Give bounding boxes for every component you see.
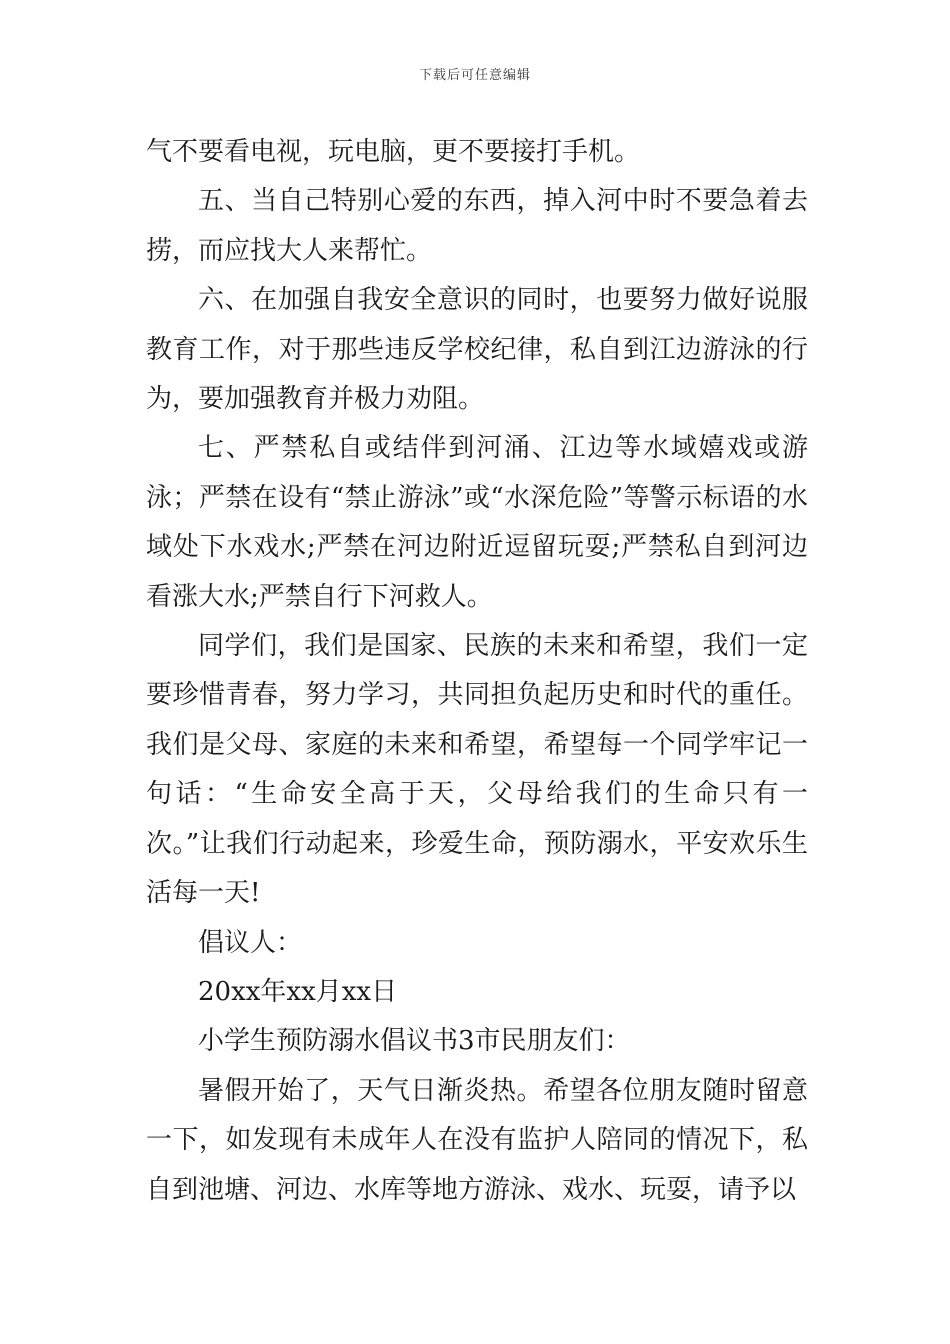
paragraph-item-seven: 七、严禁私自或结伴到河涌、江边等水域嬉戏或游泳；严禁在设有“禁止游泳”或“水深危险”等警示标语的水域处下水戏水;严禁在河边附近逗留玩耍;严禁私自到河边看涨大水;严禁自行下河救人。: [146, 433, 808, 612]
signature-date: 20xx年xx月xx日: [198, 976, 398, 1007]
paragraph-summer-warning: 暑假开始了，天气日渐炎热。希望各位朋友随时留意一下，如发现有未成年人在没有监护人陪同的情况下，私自到池塘、河边、水库等地方游泳、戏水、玩耍，请予以: [146, 1075, 808, 1205]
page-header: 下载后可任意编辑: [418, 68, 531, 83]
document-body: [146, 128, 808, 1215]
paragraph-closing-appeal: 同学们，我们是国家、民族的未来和希望，我们一定要珍惜青春，努力学习，共同担负起历史和时代的重任。我们是父母、家庭的未来和希望，希望每一个同学牢记一句话：“生命安全高于天，父母给我们的生命只有一次。”让我们行动起来，珍爱生命，预防溺水，平安欢乐生活每一天!: [146, 631, 808, 909]
section-title-proposal-3: 小学生预防溺水倡议书3市民朋友们：: [198, 1026, 631, 1057]
paragraph-item-five: 五、当自己特别心爱的东西，掉入河中时不要急着去捞，而应找大人来帮忙。: [146, 186, 808, 266]
paragraph-continuation: 气不要看电视，玩电脑，更不要接打手机。: [146, 137, 641, 167]
signature-initiator: 倡议人：: [198, 927, 303, 958]
paragraph-item-six: 六、在加强自我安全意识的同时，也要努力做好说服教育工作，对于那些违反学校纪律，私自到江边游泳的行为，要加强教育并极力劝阻。: [146, 285, 808, 415]
